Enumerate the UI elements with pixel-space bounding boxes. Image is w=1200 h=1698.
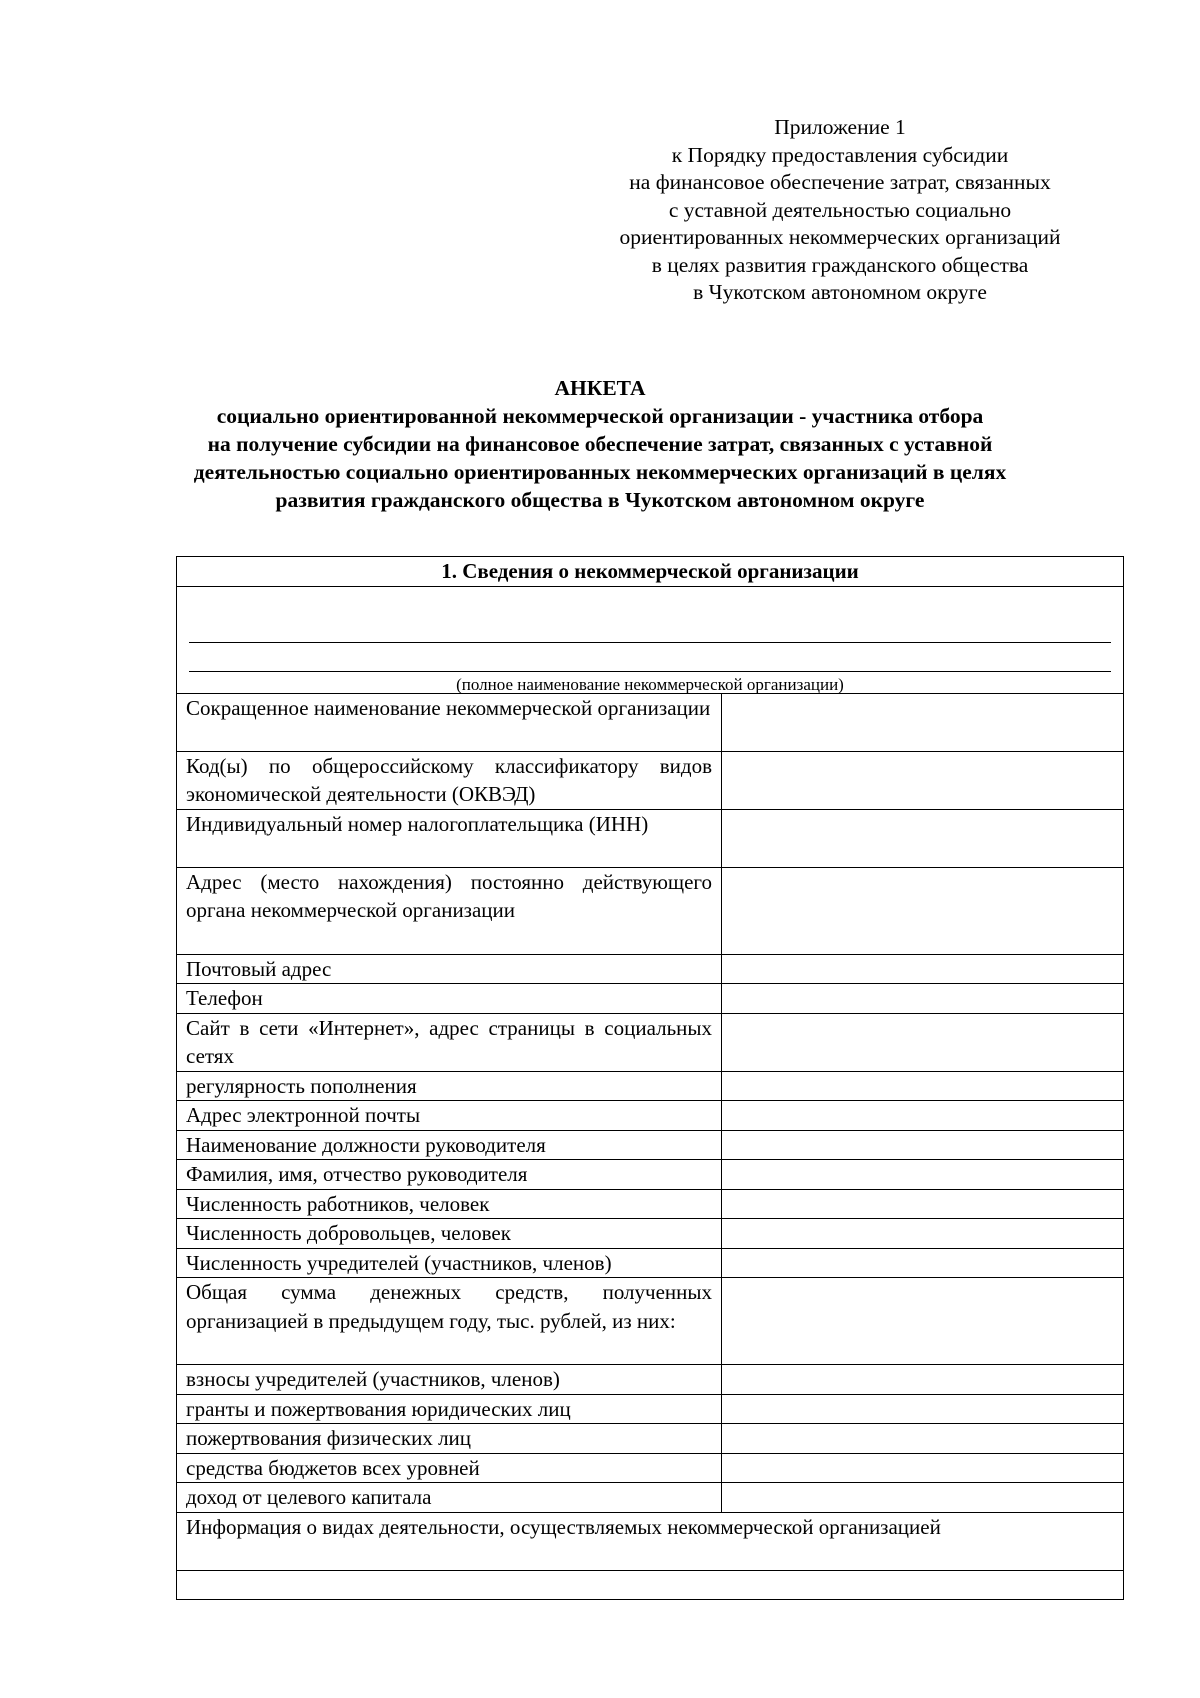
activities-value[interactable] [177,1570,1124,1599]
table-row [177,984,1124,1014]
table-row [177,693,1124,751]
organization-form-table [176,556,1124,1600]
row-value-address[interactable] [722,867,1124,954]
table-row [177,1278,1124,1365]
title-line: развития гражданского общества в Чукотском автономном округе [275,488,925,512]
table-row [177,1219,1124,1249]
row-value-okved[interactable] [722,751,1124,809]
table-row [177,1013,1124,1071]
appendix-note [600,114,1080,307]
row-value-legal-grants[interactable] [722,1394,1124,1424]
table-row [177,1189,1124,1219]
table-row [177,1101,1124,1131]
row-value-individual-donations[interactable] [722,1424,1124,1454]
table-row [177,1394,1124,1424]
row-label-head-position: Наименование должности руководителя [177,1130,722,1160]
row-label-okved: Код(ы) по общероссийскому классификатору видов экономической деятельности (ОКВЭД) [177,751,722,809]
appendix-line: на финансовое обеспечение затрат, связанных [629,170,1051,194]
document-title [150,374,1050,514]
full-name-line-2 [189,671,1111,672]
row-label-endowment-income: доход от целевого капитала [177,1483,722,1513]
appendix-line: с уставной деятельностью социально [668,197,1012,222]
row-value-inn[interactable] [722,809,1124,867]
activities-value-row [177,1570,1124,1599]
row-value-email[interactable] [722,1101,1124,1131]
row-value-update-frequency[interactable] [722,1071,1124,1101]
title-line: деятельностью социально ориентированных некоммерческих организаций в целях [193,460,1007,484]
row-value-total-funds[interactable] [722,1278,1124,1365]
table-row [177,1483,1124,1513]
row-value-phone[interactable] [722,984,1124,1014]
full-name-field[interactable] [177,586,1124,693]
appendix-line: к Порядку предоставления субсидии [671,142,1009,167]
table-row [177,1453,1124,1483]
row-value-volunteers[interactable] [722,1219,1124,1249]
table-row [177,1365,1124,1395]
section-title: 1. Сведения о некоммерческой организации [177,557,1124,587]
appendix-line: в целях развития гражданского общества [651,252,1029,277]
row-label-address: Адрес (место нахождения) постоянно действующего органа некоммерческой организации [177,867,722,954]
row-label-budget-funds: средства бюджетов всех уровней [177,1453,722,1483]
row-label-website: Сайт в сети «Интернет», адрес страницы в социальных сетях [177,1013,722,1071]
title-heading: АНКЕТА [554,376,646,400]
row-value-head-position[interactable] [722,1130,1124,1160]
row-value-founder-fees[interactable] [722,1365,1124,1395]
table-row [177,751,1124,809]
row-value-website[interactable] [722,1013,1124,1071]
table-row [177,1071,1124,1101]
row-label-total-funds: Общая сумма денежных средств, полученных организацией в предыдущем году, тыс. рублей, из них: [177,1278,722,1365]
row-label-postal-address: Почтовый адрес [177,954,722,984]
title-line: на получение субсидии на финансовое обеспечение затрат, связанных с уставной [207,432,993,456]
row-label-head-name: Фамилия, имя, отчество руководителя [177,1160,722,1190]
row-label-email: Адрес электронной почты [177,1101,722,1131]
row-value-endowment-income[interactable] [722,1483,1124,1513]
full-name-line-1 [189,642,1111,643]
table-row [177,1130,1124,1160]
row-value-founders[interactable] [722,1248,1124,1278]
row-value-employees[interactable] [722,1189,1124,1219]
row-label-employees: Численность работников, человек [177,1189,722,1219]
row-label-volunteers: Численность добровольцев, человек [177,1219,722,1249]
table-row [177,1248,1124,1278]
table-row [177,809,1124,867]
appendix-line: в Чукотском автономном округе [693,280,987,304]
table-row [177,867,1124,954]
row-label-individual-donations: пожертвования физических лиц [177,1424,722,1454]
appendix-line: ориентированных некоммерческих организаций [619,225,1061,249]
row-label-short-name: Сокращенное наименование некоммерческой организации [177,693,722,751]
row-label-founder-fees: взносы учредителей (участников, членов) [177,1365,722,1395]
row-value-short-name[interactable] [722,693,1124,751]
full-name-caption: (полное наименование некоммерческой организации) [456,674,844,694]
row-label-inn: Индивидуальный номер налогоплательщика (ИНН) [177,809,722,867]
row-value-postal-address[interactable] [722,954,1124,984]
appendix-line: Приложение 1 [774,115,906,139]
row-label-legal-grants: гранты и пожертвования юридических лиц [177,1394,722,1424]
activities-header-row [177,1512,1124,1570]
row-label-phone: Телефон [177,984,722,1014]
row-label-update-frequency: регулярность пополнения [177,1071,722,1101]
row-label-founders: Численность учредителей (участников, членов) [177,1248,722,1278]
table-row [177,1160,1124,1190]
row-value-head-name[interactable] [722,1160,1124,1190]
table-row [177,1424,1124,1454]
row-value-budget-funds[interactable] [722,1453,1124,1483]
activities-label: Информация о видах деятельности, осуществляемых некоммерческой организацией [177,1512,1124,1570]
table-row [177,954,1124,984]
title-line: социально ориентированной некоммерческой организации - участника отбора [216,404,984,428]
section-header-row [177,557,1124,587]
full-name-row [177,586,1124,693]
